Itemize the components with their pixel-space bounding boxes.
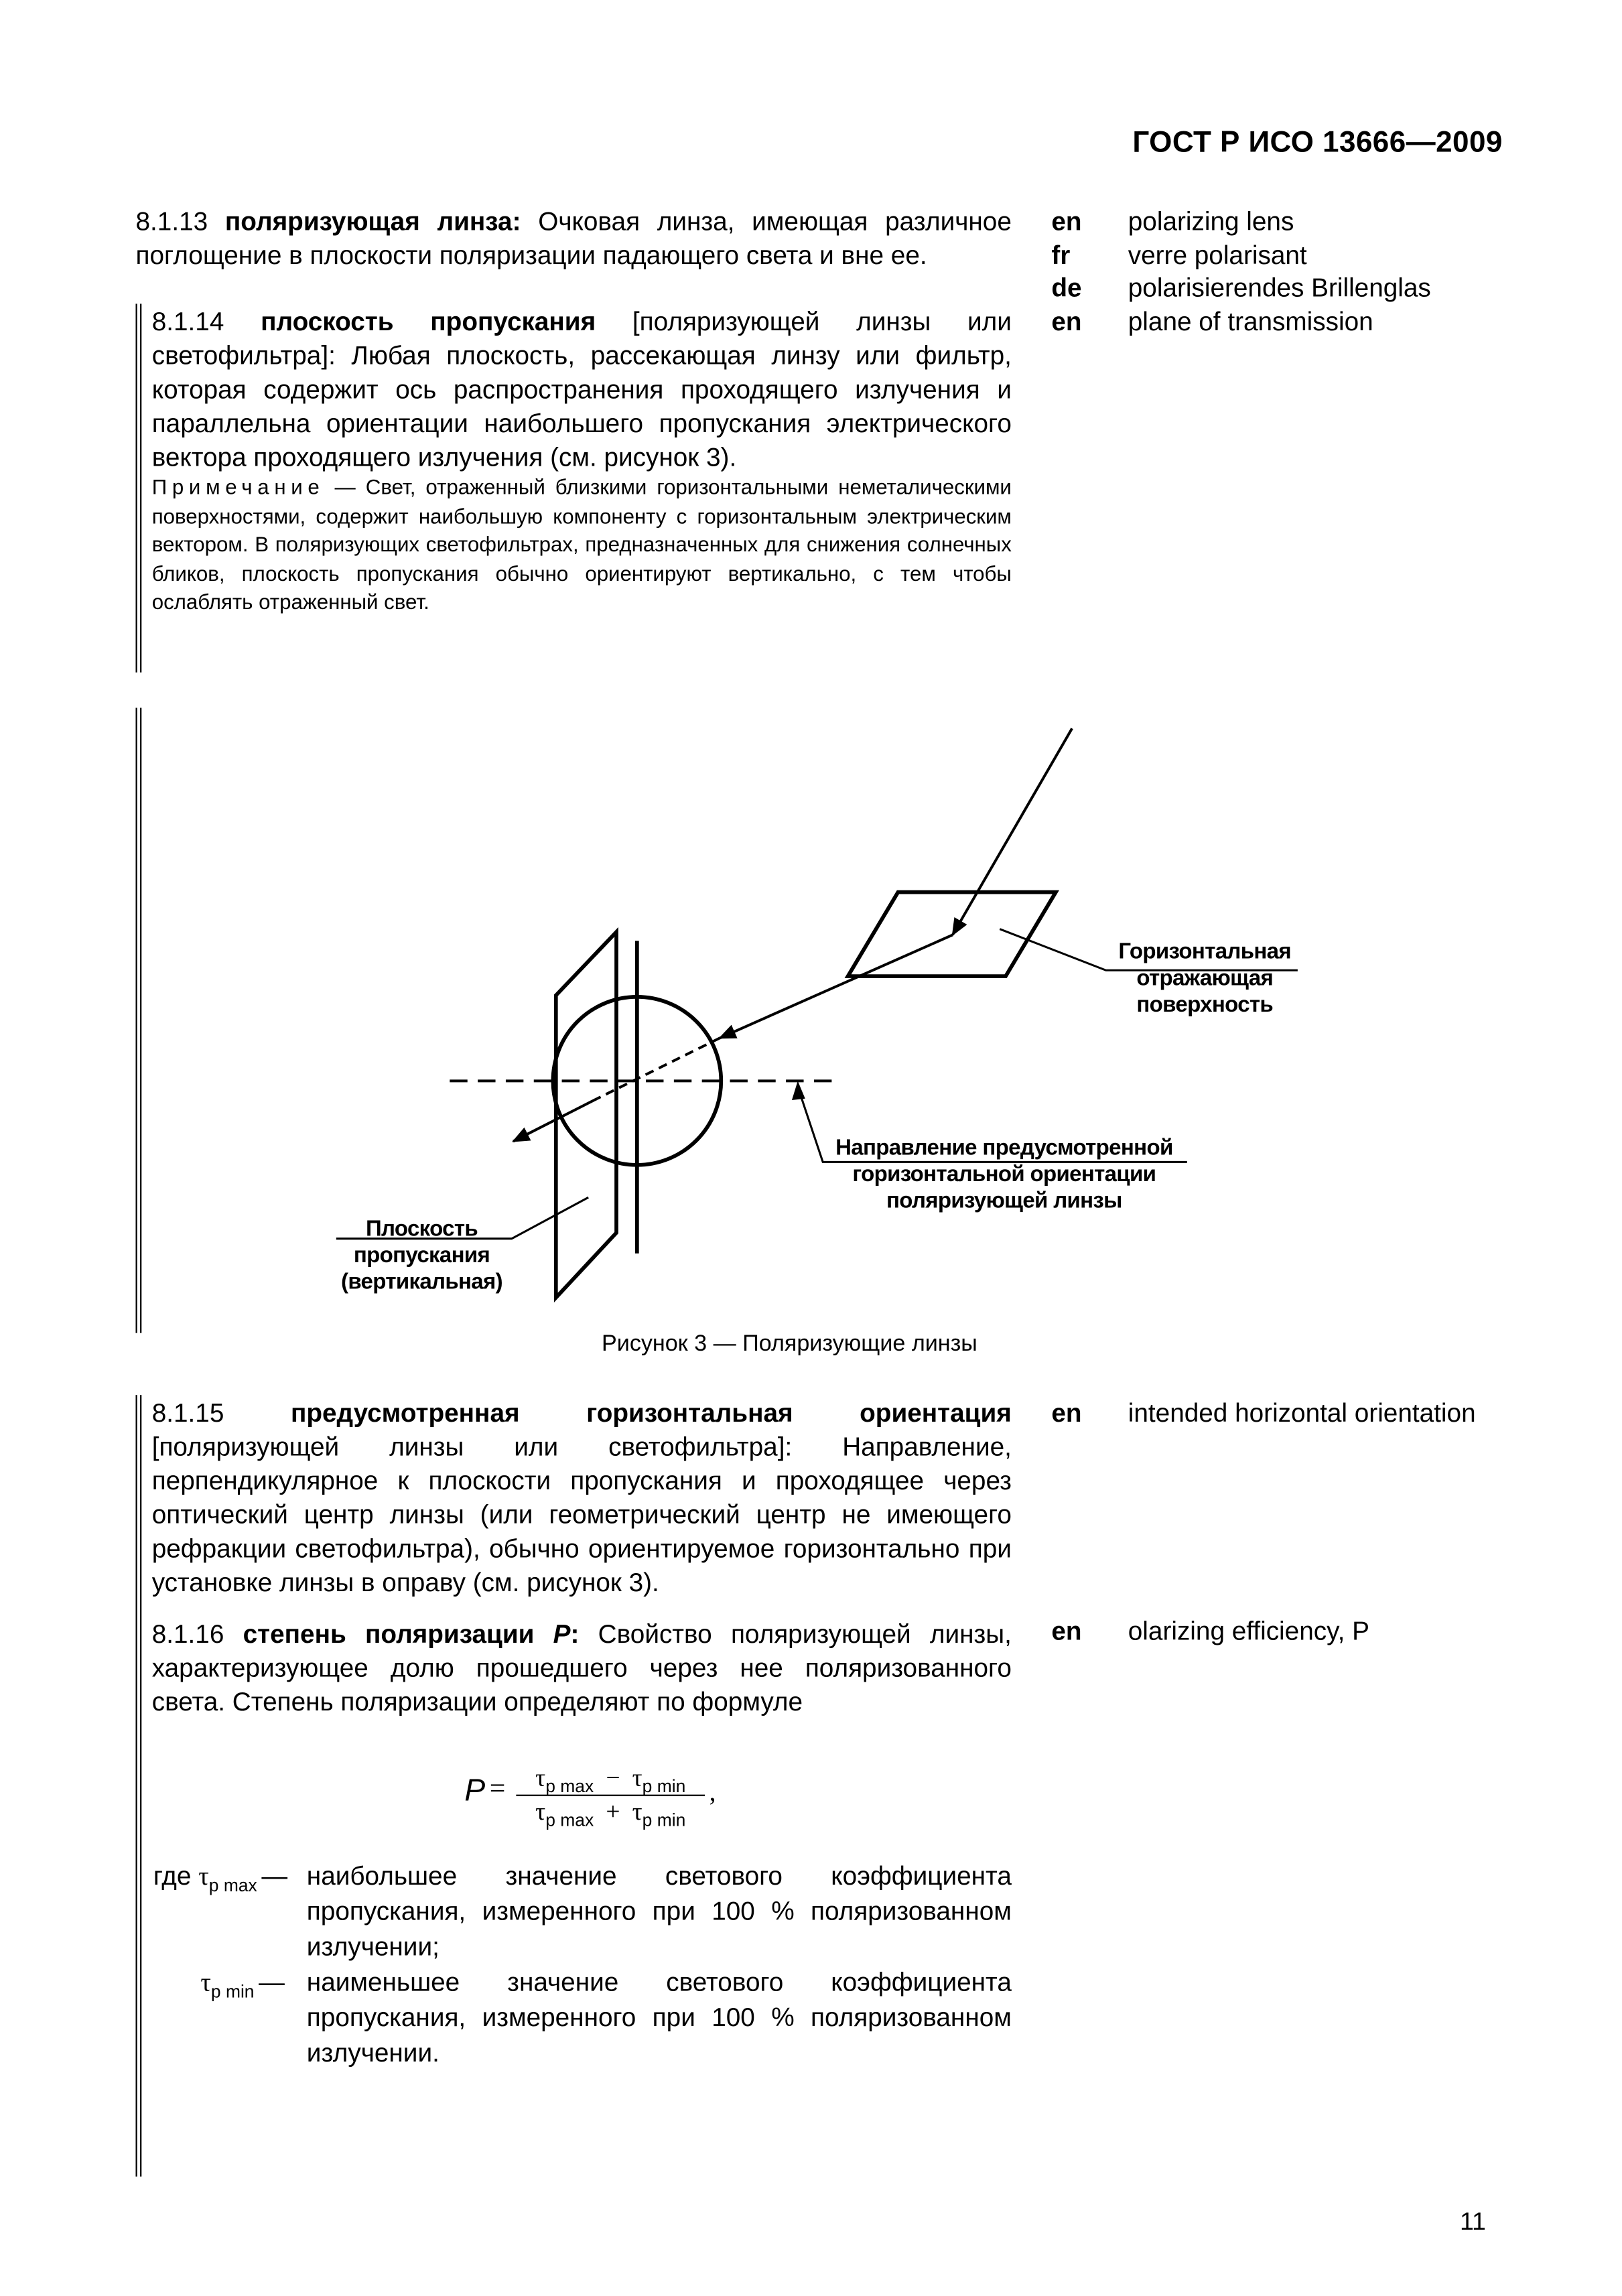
section-8-1-16 — [152, 1617, 1012, 1719]
translations-8-1-16 — [1051, 1615, 1523, 1648]
formula-numerator: $\tau_{p max} - \tau_{p min}$ — [516, 1762, 705, 1796]
section-number: 8.1.13 — [135, 206, 225, 237]
page-number: 11 — [1459, 2207, 1486, 2236]
translation: intended horizontal orientation — [1128, 1398, 1476, 1428]
definition: Свойство поляризующей линзы, характеризующее долю прошедшего через нее поляризованного света. Степень поляризации определяют по формуле — [151, 1619, 1012, 1716]
formula-equals: = — [489, 1773, 506, 1806]
translation: plane of transmission — [1128, 306, 1373, 336]
formula-lhs: P — [464, 1773, 486, 1808]
standard-header: ГОСТ Р ИСО 13666—2009 — [1132, 127, 1503, 159]
section-number: 8.1.15 — [151, 1398, 291, 1428]
term: предусмотренная горизонтальная ориентация — [290, 1398, 1012, 1428]
translation: polarizing lens — [1128, 206, 1294, 237]
section-8-1-15 — [152, 1396, 1012, 1600]
lang-code: en — [1051, 1616, 1082, 1646]
note-text: — Свет, отраженный близкими горизонтальными неметалическими поверхностями, содержит наибольшую компоненту с горизонтальным электрическим вектором. В поляризующих светофильтрах, предназначенных для снижения солнечных бликов, плоскость пропускания обычно ориентируют вертикально, с тем чтобы ослаблять отраженный свет. — [151, 476, 1012, 615]
term: поляризующая линза: — [224, 206, 521, 237]
section-number: 8.1.16 — [151, 1619, 243, 1649]
label-horizontal-direction: Направление предусмотренной горизонтальной ориентации поляризующей линзы — [835, 1135, 1173, 1214]
symbol-definitions — [147, 1858, 1012, 2070]
reflected-ray — [720, 935, 953, 1038]
term: плоскость пропускания — [261, 306, 596, 336]
term-symbol: P — [553, 1619, 571, 1649]
lang-code: en — [1051, 206, 1082, 237]
definition-tau-min: $\tau_{p min}$ — наименьшее значение светового коэффициента пропускания, измеренного при 100 % поляризованном излучении. — [200, 1967, 1012, 2068]
translation: polarisierendes Brillenglas — [1128, 273, 1431, 303]
definition: [поляризующей линзы или светофильтра]: Любая плоскость, рассекающая линзу или фильтр, которая содержит ось распространения проходящего излучения и параллельна ориентации наибольшего пропускания электрического вектора проходящего излучения (см. рисунок 3). — [151, 306, 1012, 472]
direction-arrowhead — [792, 1081, 805, 1100]
change-bar — [140, 1395, 141, 2177]
figure-caption: Рисунок 3 — Поляризующие линзы — [602, 1331, 977, 1357]
definition: Очковая линза, имеющая различное поглощение в плоскости поляризации падающего света и вне ее. — [135, 206, 1012, 270]
label-transmission-plane: Плоскость пропускания (вертикальная) — [341, 1216, 502, 1295]
translation: verre polarisant — [1128, 239, 1307, 269]
definition-tau-max: где $\tau_{p max}$ — наибольшее значение светового коэффициента пропускания, измеренного при 100 % поляризованном излучении; — [153, 1861, 1012, 1962]
definition: [поляризующей линзы или светофильтра]: Направление, перпендикулярное к плоскости пропускания и проходящее через оптический центр линзы (или геометрический центр не имеющего рефракции светофильтра), обычно ориентируемое горизонтально при установке линзы в оправу (см. рисунок 3). — [151, 1432, 1012, 1597]
lang-code: en — [1051, 306, 1082, 336]
document-page: ГОСТ Р ИСО 13666—2009 8.1.13 поляризующая линза: Очковая линза, имеющая различное поглощение в плоскости поляризации падающего света и вне ее. 8.1.14 плоскость пропускания [поляризующей линзы или светофильтра]: Любая плоскость, рассекающая линзу или фильтр, которая содержит ось распространения проходящего излучения и параллельна ориентации наибольшего пропускания электрического вектора проходящего излучения (см. рисунок 3). Примечание — Свет, отраженный близкими горизонтальными неметалическими поверхностями, содержит наибольшую компоненту с горизонтальным электрическим вектором. В поляризующих светофильтрах, предназначенных для снижения солнечных бликов, плоскость пропускания обычно ориентируют вертикально, с тем чтобы ослаблять отраженный свет. en polarizing lens fr verre polarisant de polarisierendes Brillenglas en plane of transmission Горизонтальная отражающая поверхность Направление предусмотренной горизонтальной ориентации поляризующей линзы Плоскость пропускания (вертикальная) Рисунок 3 — Поляризующие линзы 8.1.15 предусмотренная горизонтальная ориентация [поляризующей линзы или светофильтра]: Направление, перпендикулярное к плоскости пропускания и проходящее через оптический центр линзы (или геометрический центр не имеющего рефракции светофильтра), обычно ориентируемое горизонтально при установке линзы в оправу (см. рисунок 3). 8.1.16 степень поляризации P: Свойство поляризующей линзы, характеризующее долю прошедшего через нее поляризованного света. Степень поляризации определяют по формуле en intended horizontal orientation en olarizing efficiency, P P = $\tau_{p max} - \tau_{p min}$ $\tau_{p max} + \tau_{p min}$ , где $\tau_{p max}$ — наибольшее значение светового коэффициента пропускания, измеренного при 100 % поляризованном излучении; $\tau_{p min}$ — наименьшее значение светового коэффициента пропускания, измеренного при 100 % поляризованном излучении. 11 — [0, 0, 1622, 2296]
lang-code: fr — [1051, 239, 1071, 269]
term: степень поляризации — [243, 1619, 553, 1649]
lang-code: de — [1051, 273, 1082, 303]
formula-denominator: $\tau_{p max} + \tau_{p min}$ — [535, 1798, 686, 1831]
translation: olarizing efficiency, P — [1128, 1616, 1369, 1646]
formula-fraction — [516, 1762, 705, 1831]
note-label: Примечание — [151, 476, 325, 500]
incident-ray — [953, 728, 1072, 935]
label-reflecting-surface: Горизонтальная отражающая поверхность — [1118, 939, 1291, 1018]
lang-code: en — [1051, 1398, 1082, 1428]
term-colon: : — [570, 1619, 580, 1649]
section-number: 8.1.14 — [151, 306, 261, 336]
translations-8-1-15 — [1051, 1396, 1523, 1430]
change-bar — [135, 1395, 137, 2177]
